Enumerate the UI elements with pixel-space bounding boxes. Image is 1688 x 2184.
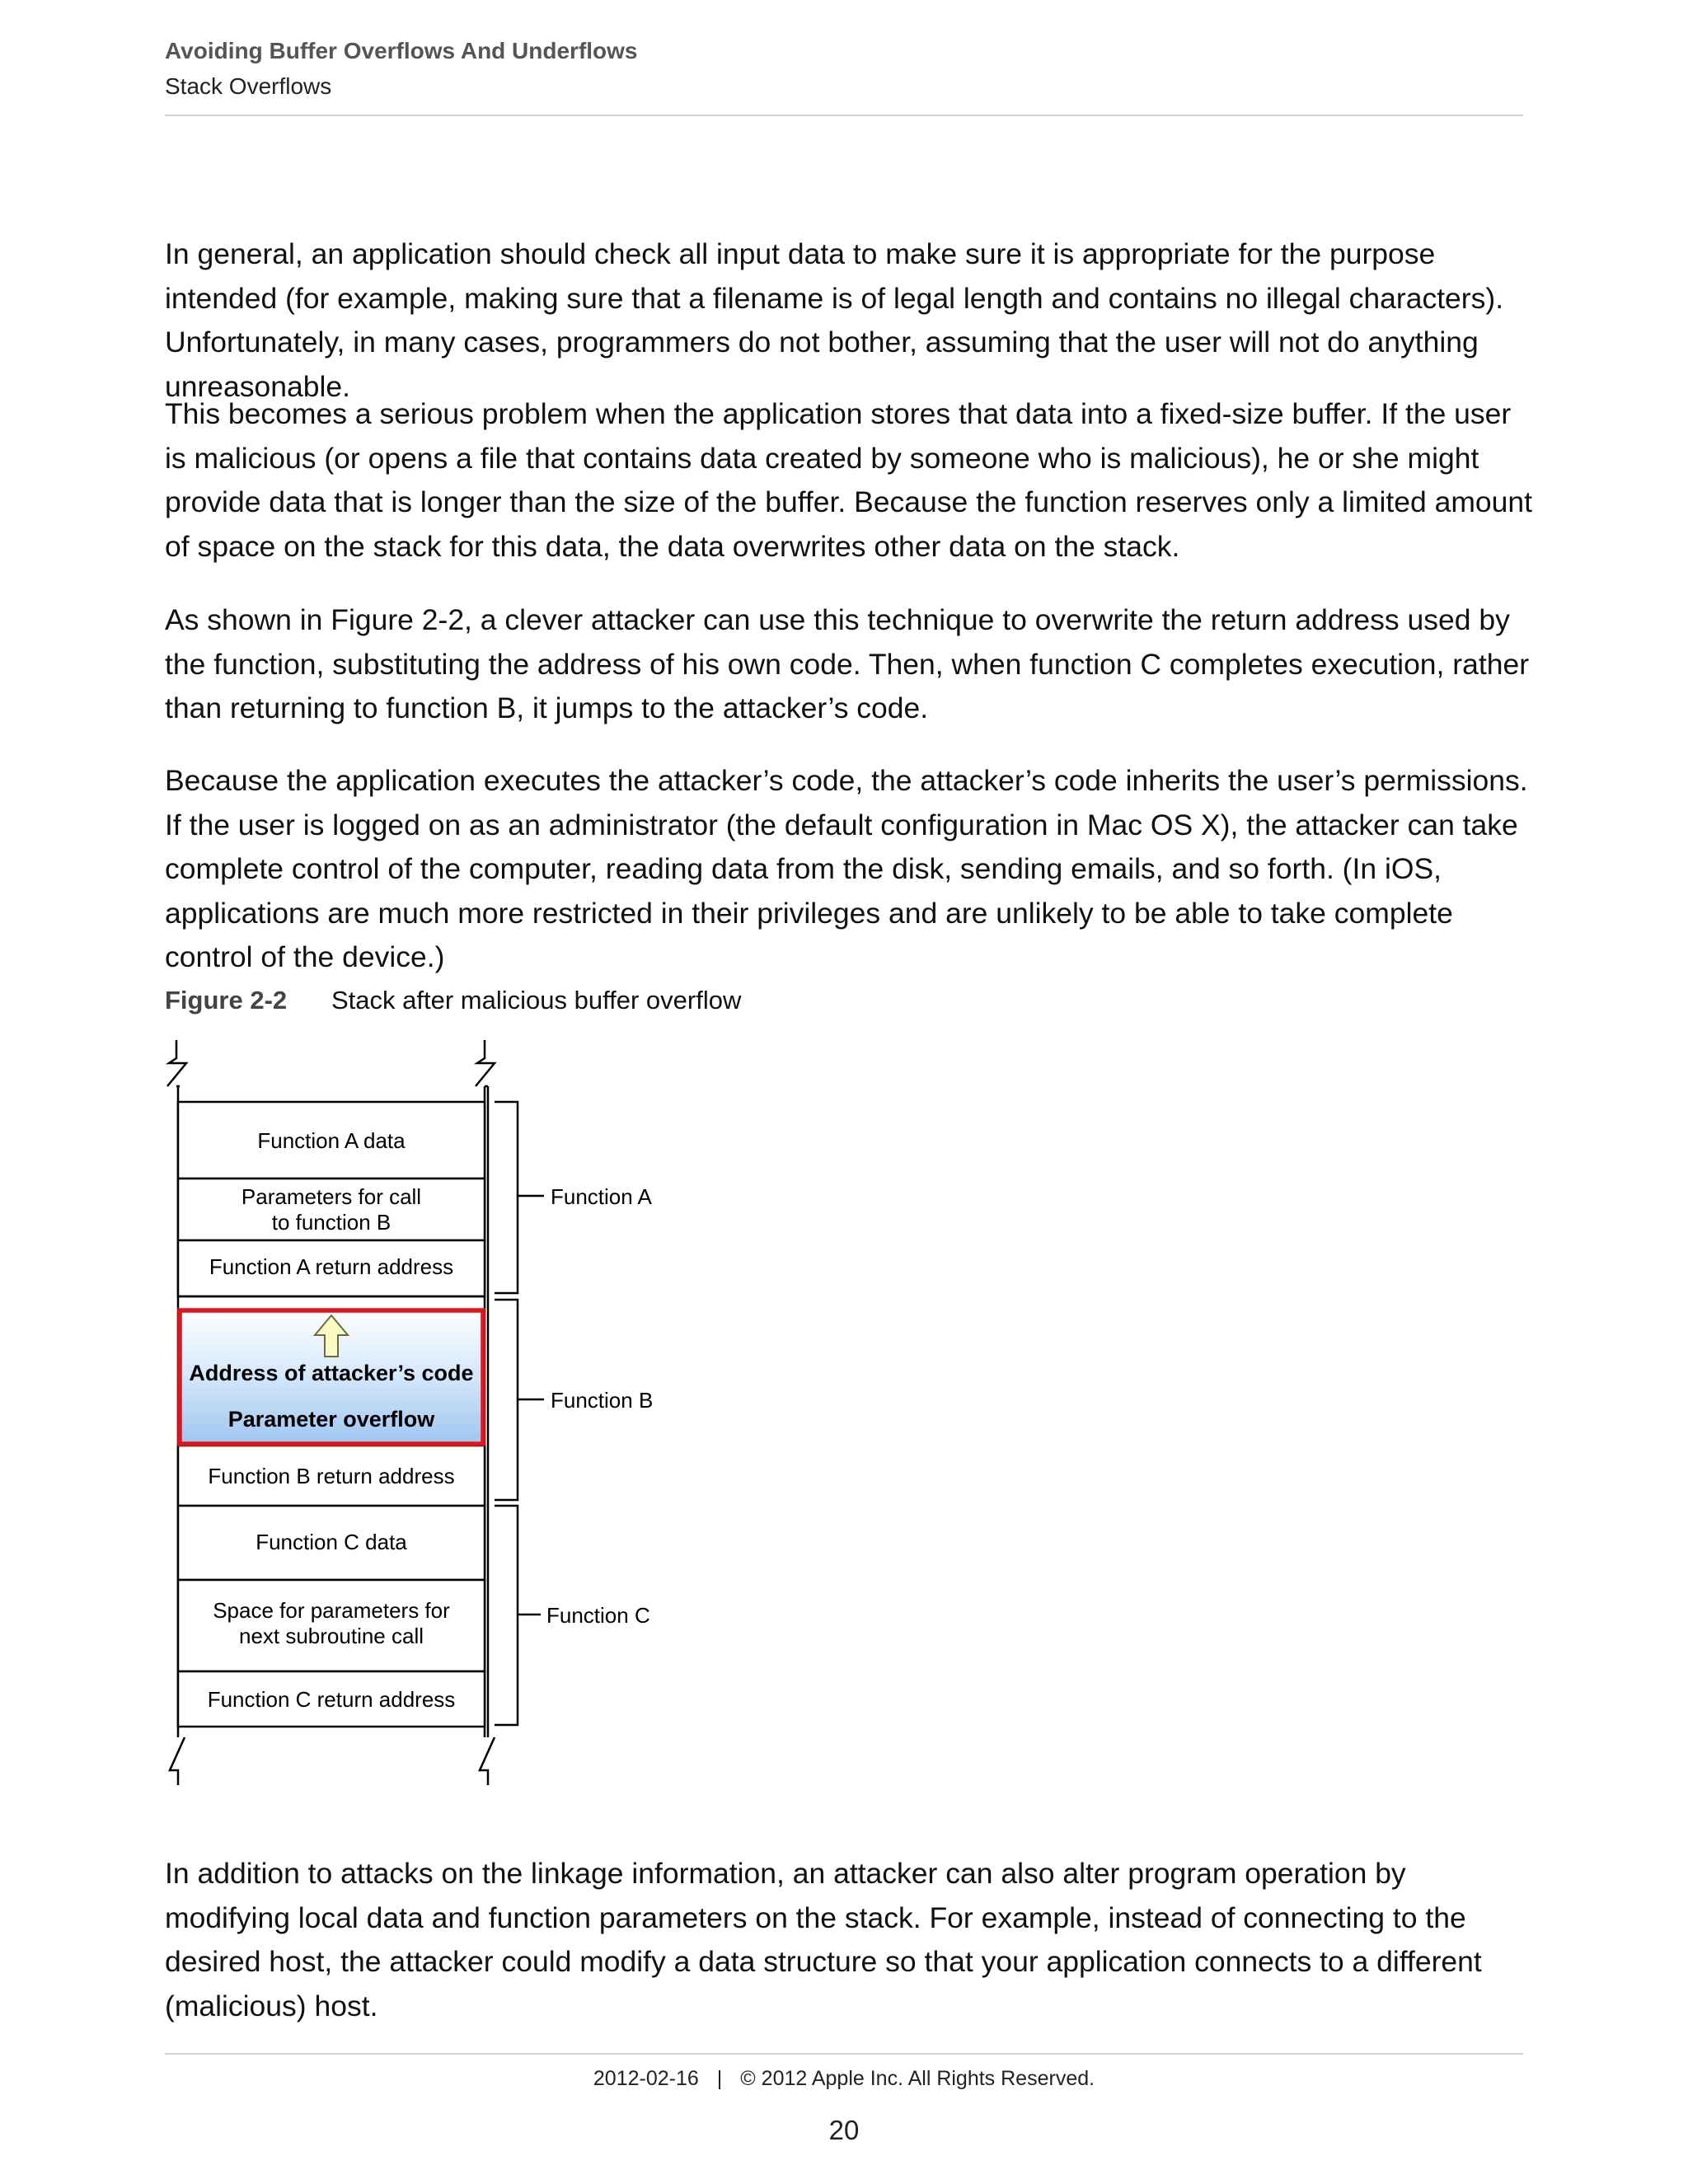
cell-function-c-return: Function C return address — [207, 1687, 456, 1712]
body-paragraph-3: As shown in Figure 2-2, a clever attacker can use this technique to overwrite the return address used by the function, substituting the address of his own code. Then, when function C completes execution, rather than returning to function B, it jumps to the attacker’s code. — [165, 603, 1530, 724]
body-paragraph-2: This becomes a serious problem when the application stores that data into a fixed-size buffer. If the user is malicious (or opens a file that contains data created by someone who is malicious), he or she might provide data that is longer than the size of the buffer. Because the function reserves only a limited amount of space on the stack for this data, the data overwrites other data on the stack. — [165, 397, 1532, 563]
bracket-function-c — [495, 1506, 541, 1725]
page-number: 20 — [828, 2115, 860, 2145]
cell-function-b-return: Function B return address — [208, 1464, 455, 1488]
bracket-label-function-c: Function C — [546, 1603, 650, 1628]
cell-function-a-data: Function A data — [257, 1128, 406, 1153]
footer-copyright: © 2012 Apple Inc. All Rights Reserved. — [740, 2067, 1095, 2090]
header-title: Avoiding Buffer Overflows And Underflows — [165, 38, 638, 63]
figure-number: Figure 2-2 — [165, 986, 288, 1015]
figure-title: Stack after malicious buffer overflow — [331, 986, 742, 1015]
cell-function-c-data: Function C data — [256, 1530, 407, 1554]
footer-divider — [165, 2053, 1523, 2055]
footer-date: 2012-02-16 — [593, 2067, 699, 2090]
cell-space-params-line1: Space for parameters for — [213, 1598, 450, 1623]
cell-function-a-return: Function A return address — [209, 1254, 454, 1279]
bracket-function-b — [495, 1300, 544, 1500]
header-subtitle: Stack Overflows — [165, 73, 332, 99]
bracket-label-function-a: Function A — [551, 1184, 652, 1209]
cell-params-b-line2: to function B — [271, 1210, 392, 1235]
body-paragraph-5: In addition to attacks on the linkage information, an attacker can also alter program operation by modifying local data and function parameters on the stack. For example, instead of connecting to the desired host, the attacker could modify a data structure so that your application connects to a different (malicious) host. — [165, 1857, 1482, 2022]
body-paragraph-1: In general, an application should check all input data to make sure it is appropriate for the purpose intended (for example, making sure that a filename is of legal length and contains no illegal characters). Unfortunately, in many cases, programmers do not bother, assuming that the user will not do anything unreasonable. — [165, 237, 1504, 403]
cell-space-params-line2: next subroutine call — [238, 1624, 424, 1648]
footer-separator: | — [716, 2067, 723, 2090]
bracket-function-a — [495, 1102, 544, 1293]
cell-params-b-line1: Parameters for call — [241, 1184, 422, 1209]
footer — [0, 2067, 1688, 2091]
break-mark-icon — [167, 1040, 495, 1086]
cell-parameter-overflow: Parameter overflow — [227, 1407, 435, 1432]
break-mark-icon — [170, 1737, 495, 1785]
body-paragraph-4: Because the application executes the attacker’s code, the attacker’s code inherits the user’s permissions. If the user is logged on as an administrator (the default configuration in Mac OS X), the attacker can take complete control of the computer, reading data from the disk, sending emails, and so forth. (In iOS, applications are much more restricted in their privileges and are unlikely to be able to take complete control of the device.) — [165, 764, 1528, 973]
cell-attacker-address: Address of attacker’s code — [189, 1361, 474, 1385]
bracket-label-function-b: Function B — [551, 1388, 654, 1413]
